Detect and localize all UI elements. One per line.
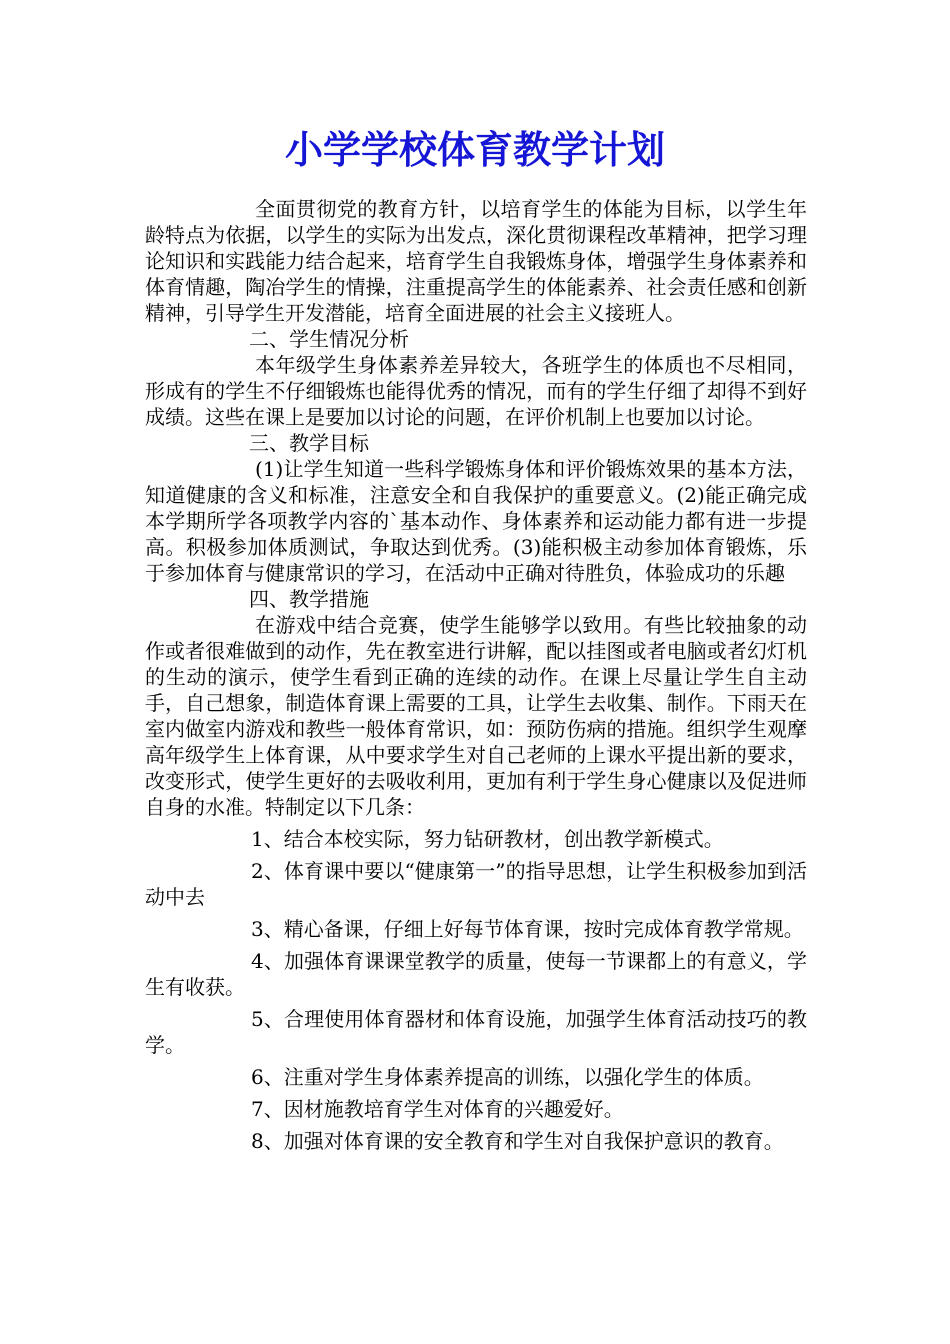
intro-paragraph: 全面贯彻党的教育方针，以培育学生的体能为目标，以学生年龄特点为依据，以学生的实际为出发点，深化贯彻课程改革精神，把学习理论知识和实践能力结合起来，培育学生自我锻炼身体，增强学生身体素养和体育情趣，陶冶学生的情操，注重提高学生的体能素养、社会责任感和创新精神，引导学生开发潜能，培育全面进展的社会主义接班人。 [145,197,807,325]
section-heading-4: 四、教学措施 [249,587,369,611]
document-body [145,196,807,1154]
paragraph-teaching-measures: 在游戏中结合竞赛，使学生能够学以致用。有些比较抽象的动作或者很难做到的动作，先在教室进行讲解，配以挂图或者电脑或者幻灯机的生动的演示，使学生看到正确的连续的动作。在课上尽量让学生自主动手，自己想象，制造体育课上需要的工具，让学生去收集、制作。下雨天在室内做室内游戏和教些一般体育常识，如：预防伤病的措施。组织学生观摩高年级学生上体育课，从中要求学生对自己老师的上课水平提出新的要求，改变形式，使学生更好的去吸收利用，更加有利于学生身心健康以及促进师自身的水准。特制定以下几条： [145,613,807,819]
section-heading-2: 二、学生情况分析 [249,327,409,351]
list-item: 7、因材施教培育学生对体育的兴趣爱好。 [251,1097,624,1121]
paragraph-teaching-goals: (1)让学生知道一些科学锻炼身体和评价锻炼效果的基本方法，知道健康的含义和标准，注意安全和自我保护的重要意义。(2)能正确完成本学期所学各项教学内容的`基本动作、身体素养和运动能力都有进一步提高。积极参加体质测试，争取达到优秀。(3)能积极主动参加体育锻炼，乐于参加体育与健康常识的学习，在活动中正确对待胜负，体验成功的乐趣 [145,457,807,585]
paragraph-student-analysis: 本年级学生身体素养差异较大，各班学生的体质也不尽相同，形成有的学生不仔细锻炼也能得优秀的情况，而有的学生仔细了却得不到好成绩。这些在课上是要加以讨论的问题，在评价机制上也要加以讨论。 [145,353,807,429]
list-item: 3、精心备课，仔细上好每节体育课，按时完成体育教学常规。 [251,917,804,941]
list-item: 6、注重对学生身体素养提高的训练，以强化学生的体质。 [251,1065,764,1089]
list-item: 2、体育课中要以“健康第一”的指导思想，让学生积极参加到活动中去 [145,859,807,909]
list-item: 8、加强对体育课的安全教育和学生对自我保护意识的教育。 [251,1129,784,1153]
list-item: 4、加强体育课课堂教学的质量，使每一节课都上的有意义，学生有收获。 [145,949,807,999]
document-title: 小学学校体育教学计划 [284,128,665,172]
list-item: 1、结合本校实际，努力钻研教材，创出教学新模式。 [251,827,724,851]
list-item: 5、合理使用体育器材和体育设施，加强学生体育活动技巧的教学。 [145,1007,807,1057]
section-heading-3: 三、教学目标 [249,431,369,455]
